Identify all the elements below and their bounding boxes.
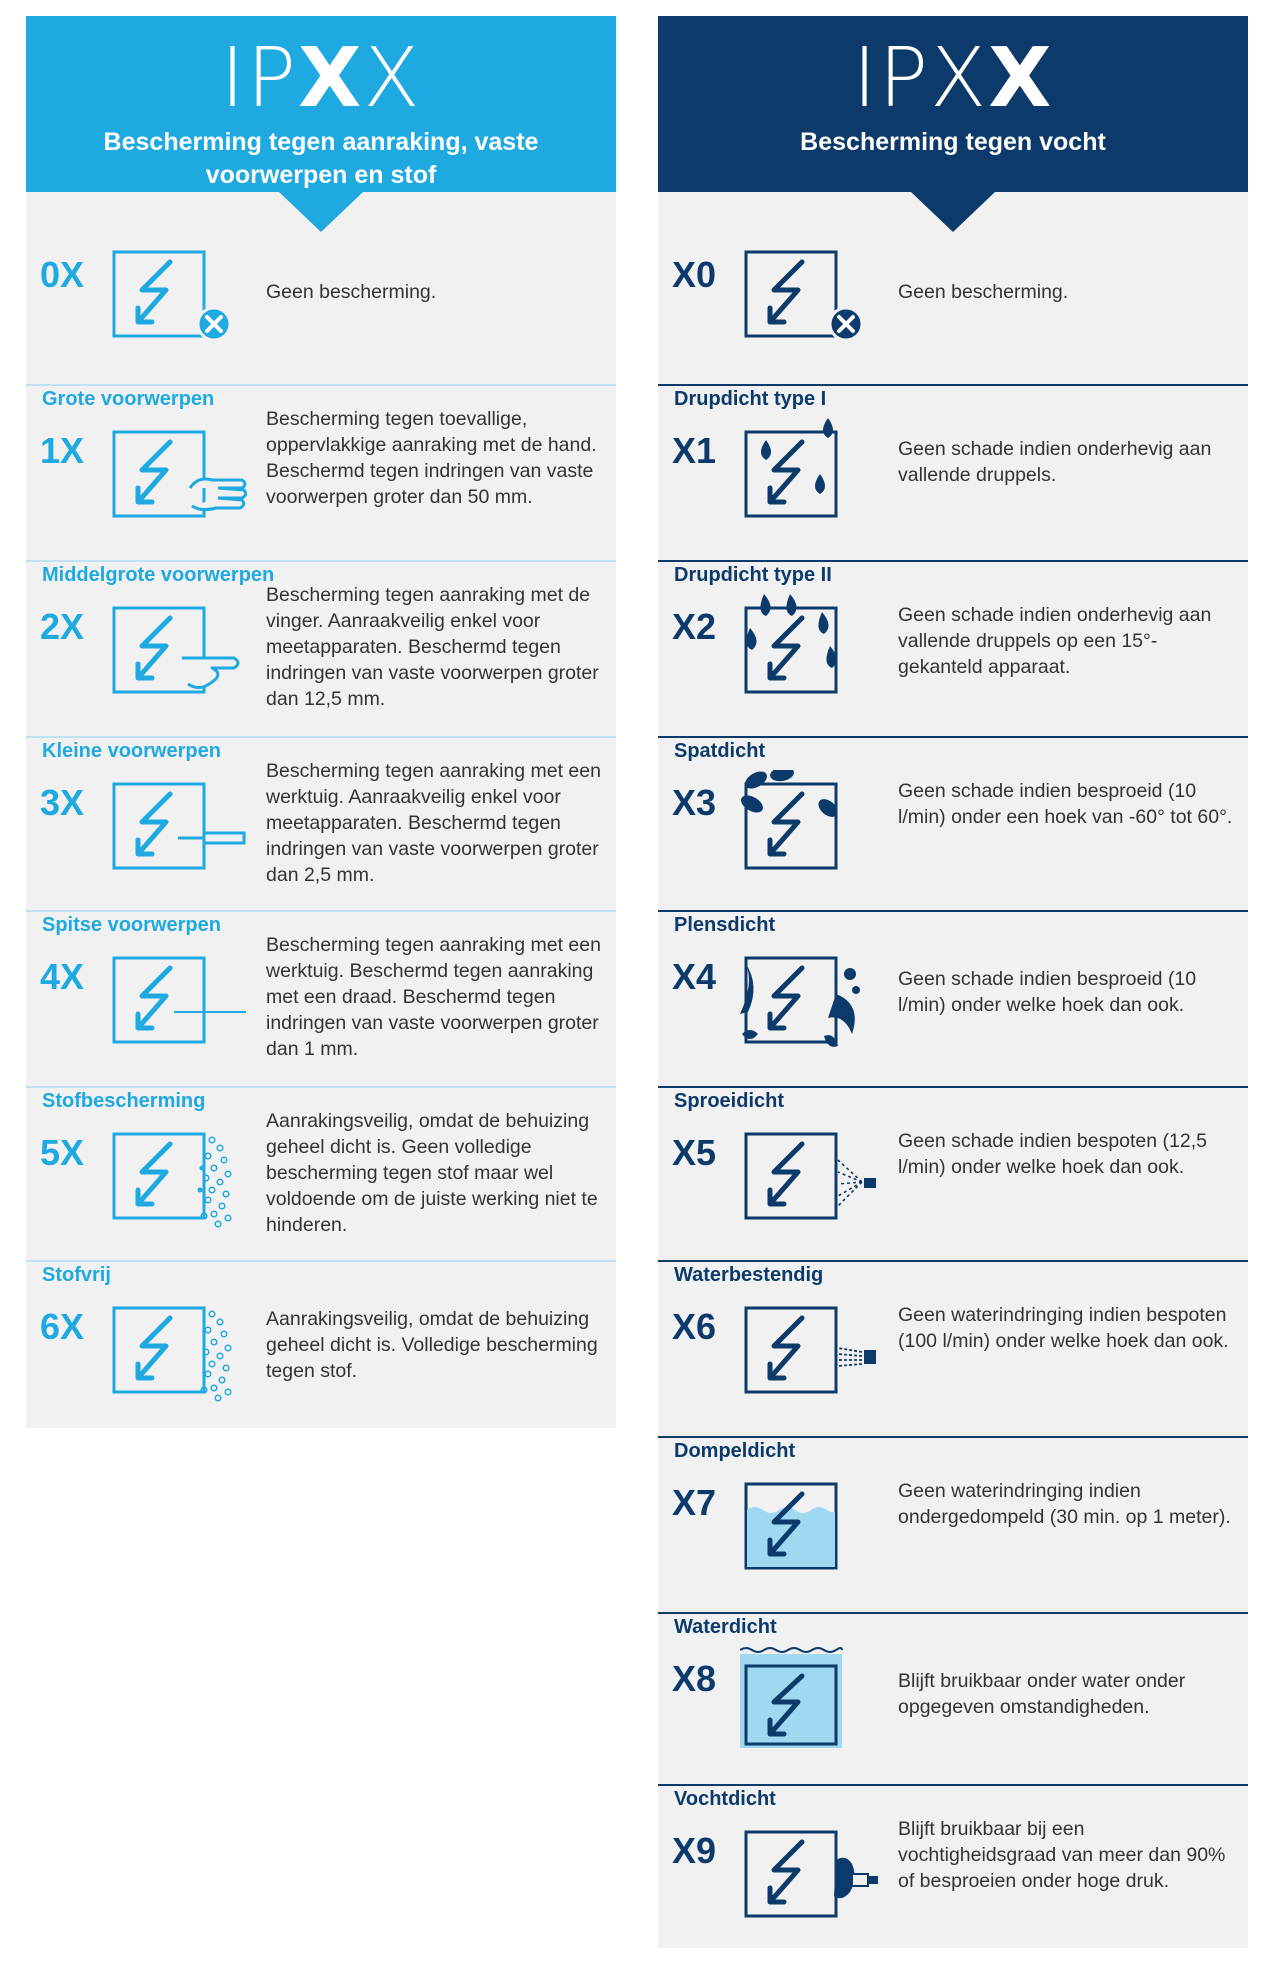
rating-row (658, 1260, 1248, 1438)
rating-name: Plensdicht (674, 914, 776, 936)
rating-name: Waterbestendig (674, 1264, 824, 1286)
spray-angle-icon (740, 770, 880, 880)
splash-icon (740, 944, 880, 1054)
rating-row (658, 1612, 1248, 1786)
tool-icon (108, 770, 248, 880)
dust-icon (108, 1120, 248, 1230)
rating-row (26, 384, 616, 562)
rating-description: Bescherming tegen toevallige, oppervlakkige aanraking met de hand. Beschermd tegen indringen van vaste voorwerpen groter dan 50 mm. (266, 408, 597, 508)
rating-code: X1 (672, 430, 717, 471)
ipxx-heading: IPXX (220, 31, 422, 126)
rating-code: X7 (672, 1482, 717, 1523)
rating-description: Bescherming tegen aanraking met een werktuig. Aanraakveilig enkel voor meetapparaten. Beschermd tegen indringen van vaste voorwerpen groter dan 2,5 mm. (266, 760, 601, 886)
rating-name: Drupdicht type II (674, 564, 832, 586)
wire-icon (108, 944, 248, 1054)
shock-no-protection-icon (740, 238, 880, 348)
rating-description: Blijft bruikbaar onder water onder opgegeven omstandigheden. (898, 1670, 1186, 1718)
rating-icon (740, 944, 880, 1054)
rating-icon (740, 594, 880, 704)
moisture-protection-header (658, 16, 1248, 192)
rating-icon (108, 418, 248, 528)
strong-jet-icon (740, 1294, 880, 1404)
rating-code: 1X (40, 430, 85, 471)
rating-row (26, 192, 616, 386)
rating-code: 2X (40, 606, 85, 647)
rating-icon (108, 770, 248, 880)
rating-row (26, 1086, 616, 1262)
rating-row (26, 736, 616, 912)
rating-description: Geen schade indien besproeid (10 l/min) onder een hoek van -60° tot 60°. (898, 780, 1233, 828)
rating-description: Geen schade indien bespoten (12,5 l/min) onder welke hoek dan ook. (898, 1130, 1207, 1178)
rating-icon (108, 1294, 248, 1404)
moisture-protection-column (658, 16, 1248, 1948)
rating-description: Aanrakingsveilig, omdat de behuizing geheel dicht is. Geen volledige bescherming tegen stof maar wel voldoende om de juiste werking niet te hinderen. (266, 1110, 598, 1236)
rating-icon (108, 594, 248, 704)
rating-description: Aanrakingsveilig, omdat de behuizing geheel dicht is. Volledige bescherming tegen stof. (266, 1308, 598, 1382)
rating-icon (740, 238, 880, 348)
rating-code: X0 (672, 254, 717, 295)
rating-icon (740, 1294, 880, 1404)
rating-row (658, 1086, 1248, 1262)
rating-row (658, 192, 1248, 386)
immersion-icon (740, 1470, 880, 1580)
rating-name: Spitse voorwerpen (42, 914, 221, 936)
rating-row (658, 384, 1248, 562)
rating-name: Spatdicht (674, 740, 766, 762)
rating-code: X8 (672, 1658, 717, 1699)
drops-tilted-icon (740, 594, 880, 704)
rating-icon (108, 1120, 248, 1230)
column-title: Bescherming tegen aanraking, vaste voorwerpen en stof (103, 128, 539, 189)
rating-icon (740, 1120, 880, 1230)
ipxx-heading: IPXX (852, 31, 1054, 126)
rating-description: Geen waterindringing indien bespoten (100 l/min) onder welke hoek dan ook. (898, 1304, 1229, 1352)
rating-row (658, 1784, 1248, 1948)
rating-description: Geen schade indien onderhevig aan vallende druppels. (898, 438, 1212, 486)
column-title: Bescherming tegen vocht (800, 128, 1106, 156)
rating-name: Dompeldicht (674, 1440, 796, 1462)
rating-name: Stofbescherming (42, 1090, 206, 1112)
finger-icon (108, 594, 248, 704)
rating-row (26, 560, 616, 738)
rating-description: Geen schade indien besproeid (10 l/min) onder welke hoek dan ook. (898, 968, 1197, 1016)
high-pressure-icon (740, 1818, 880, 1928)
rating-description: Geen bescherming. (266, 281, 437, 303)
rating-name: Kleine voorwerpen (42, 740, 221, 762)
rating-icon (740, 770, 880, 880)
rating-code: X5 (672, 1132, 717, 1173)
rating-icon (740, 418, 880, 528)
rating-name: Vochtdicht (674, 1788, 776, 1810)
rating-name: Middelgrote voorwerpen (42, 564, 275, 586)
rating-name: Grote voorwerpen (42, 388, 215, 410)
rating-description: Geen schade indien onderhevig aan vallende druppels op een 15°-gekanteld apparaat. (898, 604, 1212, 678)
rating-name: Waterdicht (674, 1616, 777, 1638)
rating-icon (740, 1646, 880, 1756)
rating-row (658, 560, 1248, 738)
dust-protection-header (26, 16, 616, 192)
rating-code: 3X (40, 782, 85, 823)
rating-code: 0X (40, 254, 85, 295)
rating-name: Drupdicht type I (674, 388, 827, 410)
rating-code: 6X (40, 1306, 85, 1347)
dust-protection-column (26, 16, 616, 1428)
hand-icon (108, 418, 248, 528)
rating-code: 5X (40, 1132, 85, 1173)
rating-row (26, 910, 616, 1088)
rating-description: Bescherming tegen aanraking met een werktuig. Beschermd tegen aanraking met een draad. Beschermd tegen indringen van vaste voorwerpen groter dan 1 mm. (266, 934, 601, 1060)
dust-tight-icon (108, 1294, 248, 1404)
rating-row (658, 1436, 1248, 1614)
rating-code: X6 (672, 1306, 717, 1347)
rating-row (658, 910, 1248, 1088)
rating-code: X4 (672, 956, 717, 997)
rating-name: Stofvrij (42, 1264, 111, 1286)
rating-row (26, 1260, 616, 1428)
rating-icon (740, 1818, 880, 1928)
rating-code: X3 (672, 782, 717, 823)
rating-description: Bescherming tegen aanraking met de vinger. Aanraakveilig enkel voor meetapparaten. Beschermd tegen indringen van vaste voorwerpen groter dan 12,5 mm. (266, 584, 599, 710)
rating-icon (108, 238, 248, 348)
jet-icon (740, 1120, 880, 1230)
rating-description: Blijft bruikbaar bij een vochtigheidsgraad van meer dan 90% of besproeien onder hoge druk. (898, 1818, 1226, 1892)
rating-code: X2 (672, 606, 717, 647)
drops-vertical-icon (740, 418, 880, 528)
shock-no-protection-icon (108, 238, 248, 348)
rating-description: Geen bescherming. (898, 281, 1069, 303)
rating-icon (108, 944, 248, 1054)
rating-code: X9 (672, 1830, 717, 1871)
rating-code: 4X (40, 956, 85, 997)
rating-name: Sproeidicht (674, 1090, 785, 1112)
submersion-icon (740, 1646, 880, 1756)
rating-row (658, 736, 1248, 912)
rating-description: Geen waterindringing indien ondergedompeld (30 min. op 1 meter). (898, 1480, 1231, 1528)
rating-icon (740, 1470, 880, 1580)
